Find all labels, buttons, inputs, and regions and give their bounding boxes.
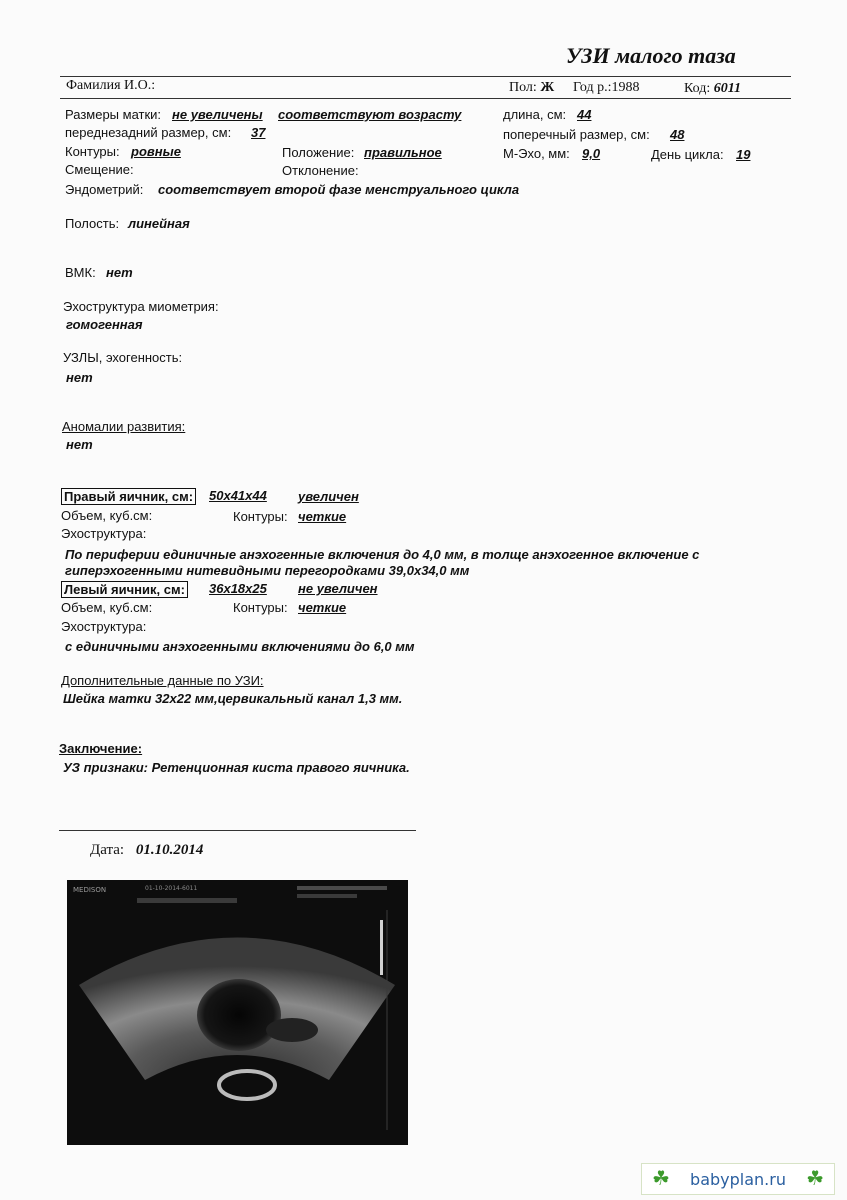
ultrasound-id: 01-10-2014-6011 bbox=[145, 885, 198, 892]
date-field bbox=[90, 842, 203, 859]
shift-label: Смещение: bbox=[65, 162, 134, 177]
myometrium-value: гомогенная bbox=[66, 317, 143, 332]
left-ovary-echo-label: Эхоструктура: bbox=[61, 619, 147, 634]
ultrasound-image bbox=[67, 880, 408, 1145]
code-value: 6011 bbox=[713, 81, 741, 96]
endometrium-label: Эндометрий: bbox=[65, 182, 144, 197]
anomalies-label: Аномалии развития: bbox=[62, 419, 186, 434]
uterus-position-value: правильное bbox=[364, 145, 442, 160]
left-ovary-contours-value: четкие bbox=[298, 600, 347, 615]
left-ovary-label: Левый яичник, см: bbox=[61, 581, 188, 598]
code-label: Код: bbox=[684, 81, 711, 96]
left-ovary-size: 36х18х25 bbox=[209, 581, 267, 596]
mecho-value: 9,0 bbox=[582, 146, 601, 161]
uterus-position-label: Положение: bbox=[282, 145, 355, 160]
uterus-contours-label: Контуры: bbox=[65, 144, 120, 159]
left-ovary-status: не увеличен bbox=[298, 581, 378, 596]
mecho-label: М-Эхо, мм: bbox=[503, 146, 570, 161]
cycle-day-label: День цикла: bbox=[651, 147, 724, 162]
uterus-transverse-label: поперечный размер, см: bbox=[503, 127, 650, 142]
cavity-value: линейная bbox=[128, 216, 190, 231]
clover-icon: ☘ bbox=[652, 1168, 670, 1190]
right-ovary-volume-label: Объем, куб.см: bbox=[61, 508, 153, 523]
header-divider bbox=[60, 76, 791, 77]
left-ovary-echo-value: с единичными анэхогенными включениями до 6,0 мм bbox=[65, 639, 415, 654]
uterus-size-value: не увеличены bbox=[172, 107, 263, 122]
conclusion-label: Заключение: bbox=[59, 741, 143, 756]
uterus-transverse-value: 48 bbox=[670, 127, 685, 142]
iud-value: нет bbox=[106, 265, 133, 280]
uterus-size-label: Размеры матки: bbox=[65, 107, 162, 122]
uterus-ap-value: 37 bbox=[251, 125, 266, 140]
additional-label: Дополнительные данные по УЗИ: bbox=[61, 673, 264, 688]
left-ovary-volume-label: Объем, куб.см: bbox=[61, 600, 153, 615]
uterus-length-value: 44 bbox=[577, 107, 592, 122]
uterus-contours-value: ровные bbox=[131, 144, 181, 159]
endometrium-value: соответствует второй фазе менструального цикла bbox=[158, 182, 520, 197]
ultrasound-scan bbox=[67, 880, 408, 1145]
right-ovary-contours-value: четкие bbox=[298, 509, 347, 524]
right-ovary-contours-label: Контуры: bbox=[233, 509, 288, 524]
clover-icon: ☘ bbox=[806, 1168, 824, 1190]
watermark bbox=[641, 1163, 835, 1195]
birth-year: Год р.:1988 bbox=[573, 80, 640, 95]
myometrium-label: Эхоструктура миометрия: bbox=[63, 299, 219, 314]
header-divider-bottom bbox=[60, 98, 791, 99]
signature-line bbox=[59, 830, 416, 831]
deviation-label: Отклонение: bbox=[282, 163, 359, 178]
additional-value: Шейка матки 32х22 мм,цервикальный канал 1,3 мм. bbox=[63, 691, 403, 706]
sex-label bbox=[509, 80, 554, 96]
nodes-value: нет bbox=[66, 370, 93, 385]
left-ovary-contours-label: Контуры: bbox=[233, 600, 288, 615]
code-field bbox=[684, 81, 741, 97]
sex-label-text: Пол: bbox=[509, 80, 537, 95]
date-value: 01.10.2014 bbox=[135, 842, 204, 858]
right-ovary-size: 50х41х44 bbox=[209, 488, 267, 503]
conclusion-value: УЗ признаки: Ретенционная киста правого яичника. bbox=[63, 760, 410, 775]
uterus-ap-label: переднезадний размер, см: bbox=[65, 125, 232, 140]
right-ovary-echo-label: Эхоструктура: bbox=[61, 526, 147, 541]
right-ovary-label: Правый яичник, см: bbox=[61, 488, 196, 505]
right-ovary-echo-line1: По периферии единичные анэхогенные включения до 4,0 мм, в толще анэхогенное включение с bbox=[65, 547, 700, 562]
ultrasound-brand: MEDISON bbox=[73, 886, 107, 894]
uterus-length-label: длина, см: bbox=[503, 107, 567, 122]
date-label: Дата: bbox=[90, 842, 125, 858]
right-ovary-status: увеличен bbox=[298, 489, 359, 504]
sex-value: Ж bbox=[540, 80, 555, 95]
patient-name-label: Фамилия И.О.: bbox=[66, 78, 156, 93]
iud-label: ВМК: bbox=[65, 265, 96, 280]
cavity-label: Полость: bbox=[65, 216, 120, 231]
nodes-label: УЗЛЫ, эхогенность: bbox=[63, 350, 183, 365]
report-title: УЗИ малого таза bbox=[566, 43, 736, 68]
anomalies-value: нет bbox=[66, 437, 93, 452]
cycle-day-value: 19 bbox=[736, 147, 751, 162]
watermark-text: babyplan.ru bbox=[690, 1169, 786, 1189]
right-ovary-echo-line2: гиперэхогенными нитевидными перегородками 39,0х34,0 мм bbox=[65, 563, 470, 578]
uterus-age-value: соответствуют возрасту bbox=[278, 107, 462, 122]
